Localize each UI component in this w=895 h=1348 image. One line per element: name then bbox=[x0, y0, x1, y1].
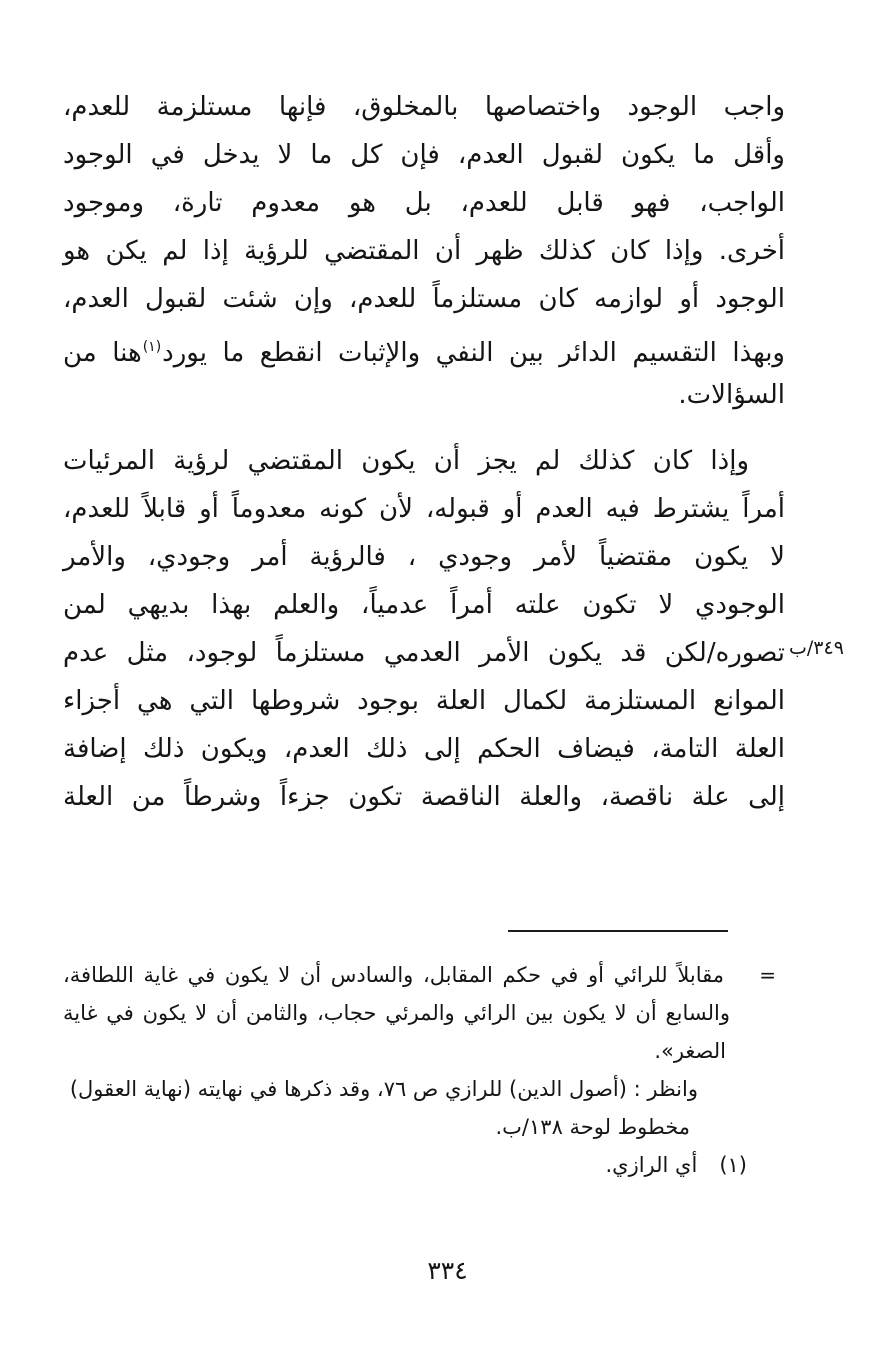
footnote-item-text: أي الرازي. bbox=[605, 1153, 698, 1177]
text-line: الوجودي لا تكون علته أمراً عدمياً، والعلم بهذا بديهي لمن bbox=[63, 590, 785, 620]
text-line-with-footnote-ref bbox=[63, 323, 785, 371]
footnote-reference-line: مخطوط لوحة ١٣٨/ب. bbox=[495, 1115, 690, 1139]
footnote-item-number: (١) bbox=[719, 1153, 747, 1177]
footnote-reference-superscript: (١) bbox=[142, 339, 162, 355]
text-line: لا يكون مقتضياً لأمر وجودي ، فالرؤية أمر وجودي، والأمر bbox=[63, 542, 785, 572]
text-line: العلة التامة، فيضاف الحكم إلى ذلك العدم، ويكون ذلك إضافة bbox=[63, 734, 785, 764]
text-line: إلى علة ناقصة، والعلة الناقصة تكون جزءاً وشرطاً من العلة bbox=[63, 782, 785, 812]
text-line: السؤالات. bbox=[678, 380, 785, 410]
footnote-text: مقابلاً للرائي أو في حكم المقابل، والسادس أن لا يكون في غاية اللطافة، bbox=[63, 963, 724, 987]
text-line: وإذا كان كذلك لم يجز أن يكون المقتضي لرؤية المرئيات bbox=[63, 446, 749, 476]
text-line: أمراً يشترط فيه العدم أو قبوله، لأن كونه معدوماً أو قابلاً للعدم، bbox=[63, 494, 785, 524]
footnote-continuation-line: الصغر». bbox=[654, 1039, 726, 1063]
footnote-item-1 bbox=[63, 1146, 750, 1184]
text-line: أخرى. وإذا كان كذلك ظهر أن المقتضي للرؤية إذا لم يكن هو bbox=[63, 236, 785, 266]
footnote-section bbox=[63, 956, 776, 1184]
footnote-continuation-line bbox=[63, 956, 776, 994]
page-number: ٣٣٤ bbox=[427, 1256, 468, 1285]
text-segment: وبهذا التقسيم الدائر بين النفي والإثبات انقطع ما يورد bbox=[162, 338, 785, 368]
text-line: واجب الوجود واختصاصها بالمخلوق، فإنها مستلزمة للعدم، bbox=[63, 92, 785, 122]
text-line-folio-break: تصوره/لكن قد يكون الأمر العدمي مستلزماً لوجود، مثل عدم bbox=[63, 638, 785, 668]
footnote-separator-rule bbox=[508, 930, 728, 932]
main-text-block bbox=[63, 83, 785, 821]
paragraph-1 bbox=[63, 83, 785, 419]
text-line: الوجود أو لوازمه كان مستلزماً للعدم، وإن شئت لقبول العدم، bbox=[63, 284, 785, 314]
text-segment: هنا من bbox=[63, 338, 142, 368]
footnote-continuation-line: والسابع أن لا يكون بين الرائي والمرئي حجاب، والثامن أن لا يكون في غاية bbox=[63, 1001, 730, 1025]
text-line: الواجب، فهو قابل للعدم، بل هو معدوم تارة، وموجود bbox=[63, 188, 785, 218]
margin-folio-note: ٣٤٩/ب bbox=[789, 637, 844, 659]
footnote-continuation-marker: = bbox=[759, 963, 776, 987]
text-line: وأقل ما يكون لقبول العدم، فإن كل ما لا يدخل في الوجود bbox=[63, 140, 785, 170]
footnote-reference-line: وانظر : (أصول الدين) للرازي ص ٧٦، وقد ذكرها في نهايته (نهاية العقول) bbox=[69, 1077, 698, 1101]
text-line: الموانع المستلزمة لكمال العلة بوجود شروطها التي هي أجزاء bbox=[63, 686, 785, 716]
paragraph-2 bbox=[63, 437, 785, 821]
